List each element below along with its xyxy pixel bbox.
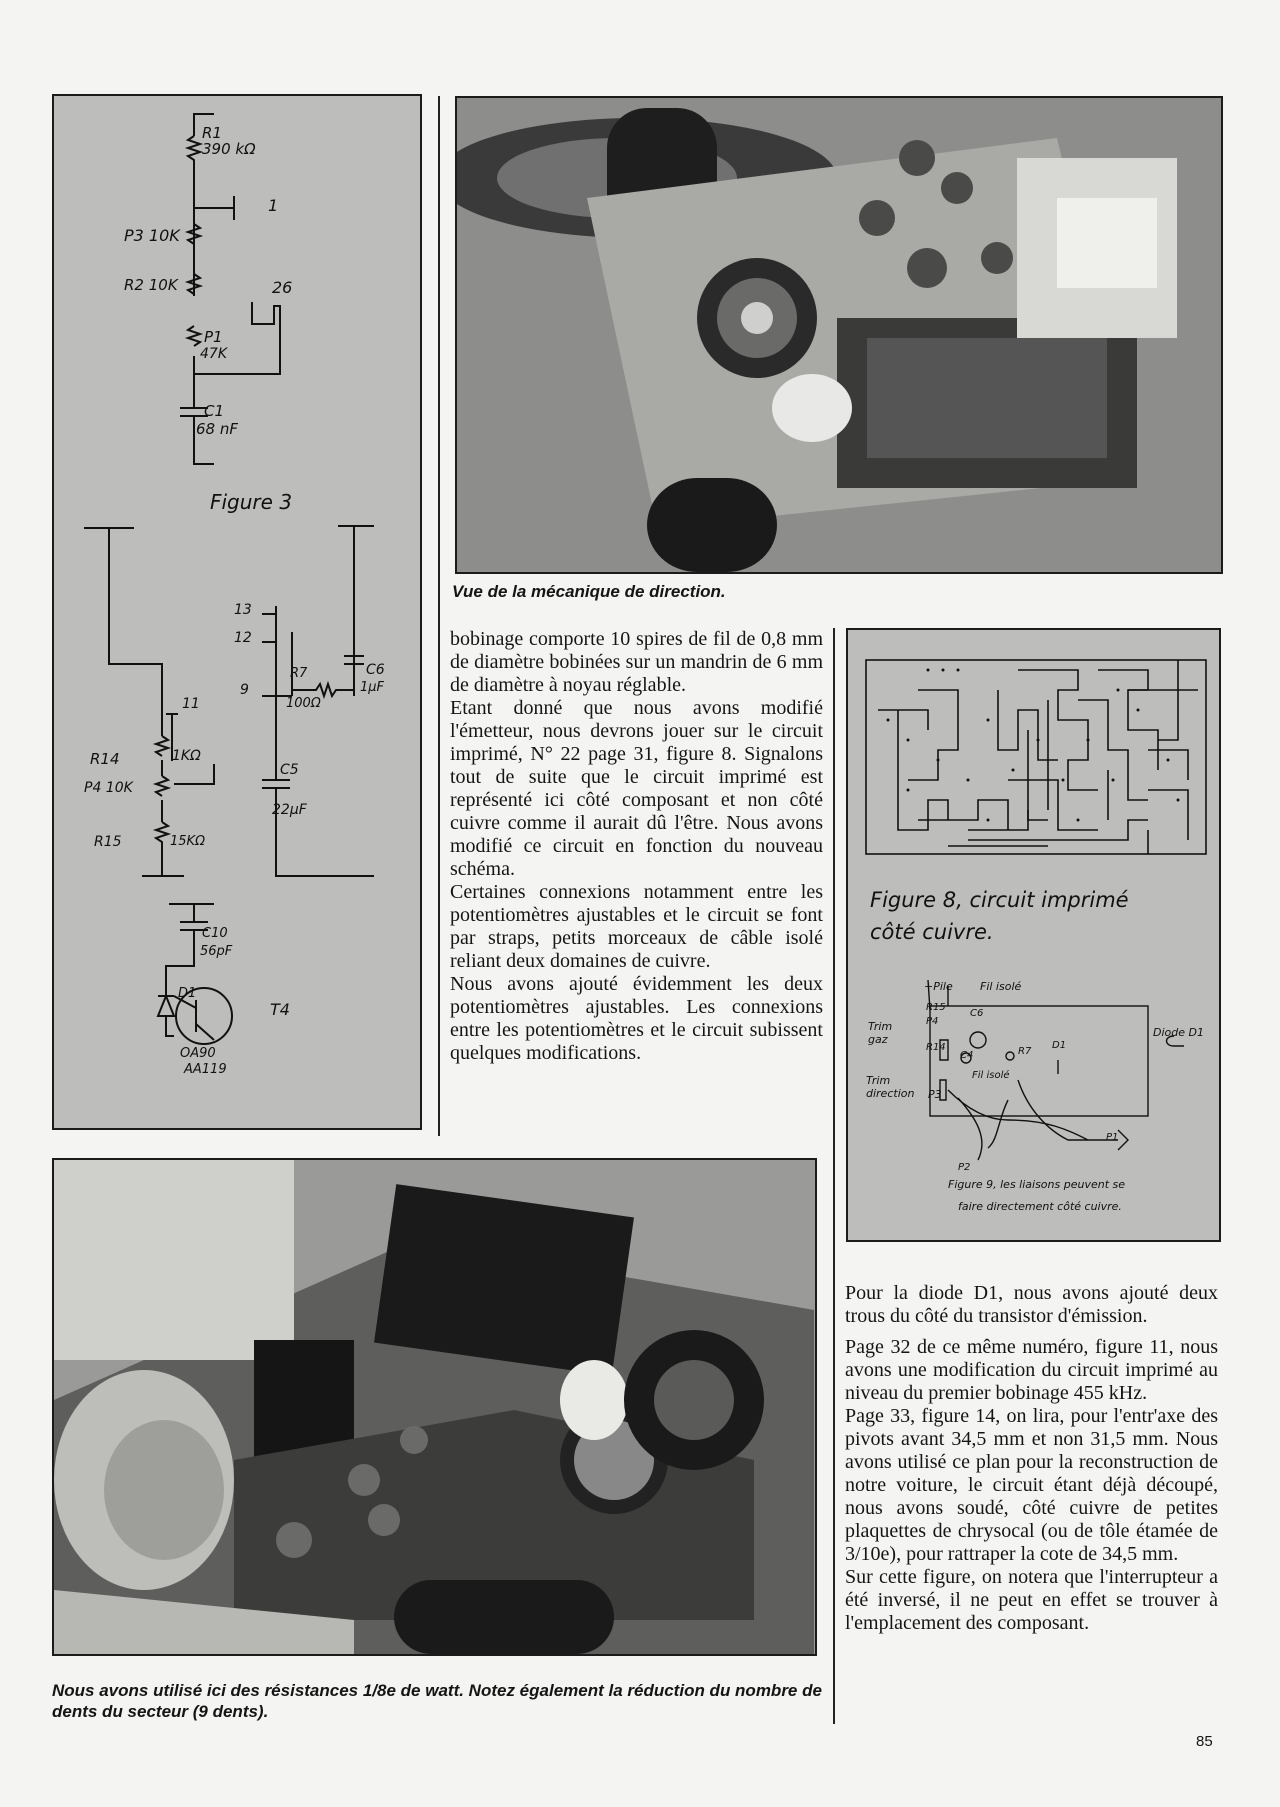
- fig9-d1-label: D1: [1052, 1040, 1067, 1051]
- fig9-trim-direction-label: Trim direction: [866, 1074, 915, 1100]
- page-number: 85: [1196, 1733, 1213, 1750]
- fig9-caption-line2: faire directement côté cuivre.: [958, 1200, 1122, 1213]
- middle-column-text: [450, 628, 823, 1065]
- paragraph: Sur cette figure, on notera que l'interrupteur a été inversé, il ne peut en effet se trouver à l'emplacement des composant.: [845, 1566, 1218, 1634]
- d1-label: D1: [178, 986, 197, 1001]
- paragraph: Page 33, figure 14, on lira, pour l'entr'axe des pivots avant 34,5 mm et non 31,5 mm. Nous avons utilisé ce plan pour la reconstruction de notre voiture, le circuit étant déjà découpé, nous avons soudé, côté cuivre de petites plaquettes de chrysocal (ou de tôle étamée de 3/10e), pour rattraper la cote de 34,5 mm.: [845, 1405, 1218, 1565]
- p1-label: P1: [204, 328, 223, 346]
- pin12-label: 12: [234, 630, 252, 646]
- photo-bottom-caption: Nous avons utilisé ici des résistances 1/8e de watt. Notez également la réduction du nombre de dents du secteur (9 dents).: [52, 1681, 822, 1721]
- paragraph: Page 32 de ce même numéro, figure 11, nous avons une modification du circuit imprimé au niveau du premier bobinage 455 kHz.: [845, 1336, 1218, 1404]
- r1-label: R1: [202, 124, 222, 142]
- r7-label: R7: [290, 666, 308, 681]
- r2-label: R2 10K: [124, 276, 178, 294]
- figure-8-9-panel: [846, 628, 1221, 1242]
- c10-value: 56pF: [200, 944, 233, 959]
- paragraph: Certaines connexions notamment entre les potentiomètres ajustables et le circuit se font par straps, petits morceaux de câble isolé reliant deux domaines de cuivre.: [450, 881, 823, 972]
- photo-car-electronics: [52, 1158, 817, 1656]
- r15-label: R15: [94, 834, 122, 850]
- photo-steering-mechanism: [455, 96, 1223, 574]
- column-divider-left: [438, 96, 440, 1136]
- figure-9-drawing: [848, 970, 1219, 1270]
- right-column-text: [845, 1282, 1218, 1635]
- paragraph: Etant donné que nous avons modifié l'émetteur, nous devrons jouer sur le circuit imprimé, N° 22 page 31, figure 8. Signalons tout de suite que le circuit imprimé est représenté ici côté composant et non côté cuivre comme il aurait dû l'être. Nous avons modifié ce circuit en fonction du nouveau schéma.: [450, 697, 823, 880]
- fig9-fil-isole-label: Fil isolé: [980, 980, 1022, 993]
- c1-label: C1: [204, 402, 225, 420]
- figure-8-caption-line1: Figure 8, circuit imprimé: [870, 888, 1129, 912]
- fig9-diode-d1-label: Diode D1: [1153, 1026, 1204, 1039]
- t4-label: T4: [270, 1000, 290, 1019]
- r14-label: R14: [90, 750, 120, 768]
- c5-label: C5: [280, 762, 299, 778]
- paragraph: Pour la diode D1, nous avons ajouté deux trous du côté du transistor d'émission.: [845, 1282, 1218, 1327]
- figure-3-title: Figure 3: [210, 490, 293, 514]
- fig9-fil-isole2-label: Fil isolé: [972, 1070, 1010, 1081]
- fig9-p3-label: P3: [928, 1088, 942, 1101]
- pin13-label: 13: [234, 602, 252, 618]
- figure-8-caption-line2: côté cuivre.: [870, 920, 994, 944]
- fig9-c6-label: C6: [970, 1008, 984, 1019]
- fig9-caption-line1: Figure 9, les liaisons peuvent se: [948, 1178, 1126, 1191]
- pin9-label: 9: [240, 682, 249, 698]
- pin1-label: 1: [268, 196, 279, 215]
- figure-3-schematic: [52, 94, 422, 1130]
- column-divider-middle: [833, 628, 835, 1724]
- fig9-pile-label: +Pile: [924, 980, 953, 993]
- diode-type-label: OA90: [180, 1046, 216, 1061]
- p4-label: P4 10K: [84, 780, 133, 796]
- c6-label: C6: [366, 662, 385, 678]
- c5-value: 22μF: [272, 802, 307, 818]
- pin11-label: 11: [182, 696, 200, 712]
- p1-value: 47K: [200, 346, 227, 362]
- pin26-label: 26: [272, 278, 293, 297]
- r1-value: 390 kΩ: [202, 140, 256, 158]
- fig9-p1-label: P1: [1106, 1132, 1119, 1143]
- fig9-p4-label: P4: [926, 1016, 939, 1027]
- c6-value: 1μF: [360, 680, 385, 695]
- paragraph: bobinage comporte 10 spires de fil de 0,8 mm de diamètre bobinées sur un mandrin de 6 mm de diamètre à noyau réglable.: [450, 628, 823, 696]
- pcb-pads: [848, 630, 1219, 870]
- r7-value: 100Ω: [286, 696, 321, 711]
- fig9-c4-label: C4: [960, 1050, 974, 1061]
- r15-value: 15KΩ: [170, 834, 206, 849]
- fig9-r7-label: R7: [1018, 1046, 1032, 1057]
- fig9-r14-label: R14: [926, 1042, 946, 1053]
- r14-value: 1KΩ: [172, 748, 201, 764]
- fig9-trim-gaz-label: Trim gaz: [868, 1020, 893, 1046]
- transistor-type-label: AA119: [184, 1062, 227, 1077]
- c1-value: 68 nF: [196, 420, 238, 438]
- photo-top-caption: Vue de la mécanique de direction.: [452, 582, 726, 601]
- paragraph: Nous avons ajouté évidemment les deux potentiomètres ajustables. Les connexions entre les potentiomètres et le circuit subissent quelques modifications.: [450, 973, 823, 1064]
- fig9-r15-label: R15: [926, 1002, 946, 1013]
- fig9-p2-label: P2: [958, 1162, 971, 1173]
- c10-label: C10: [202, 926, 228, 941]
- p3-label: P3 10K: [124, 226, 180, 245]
